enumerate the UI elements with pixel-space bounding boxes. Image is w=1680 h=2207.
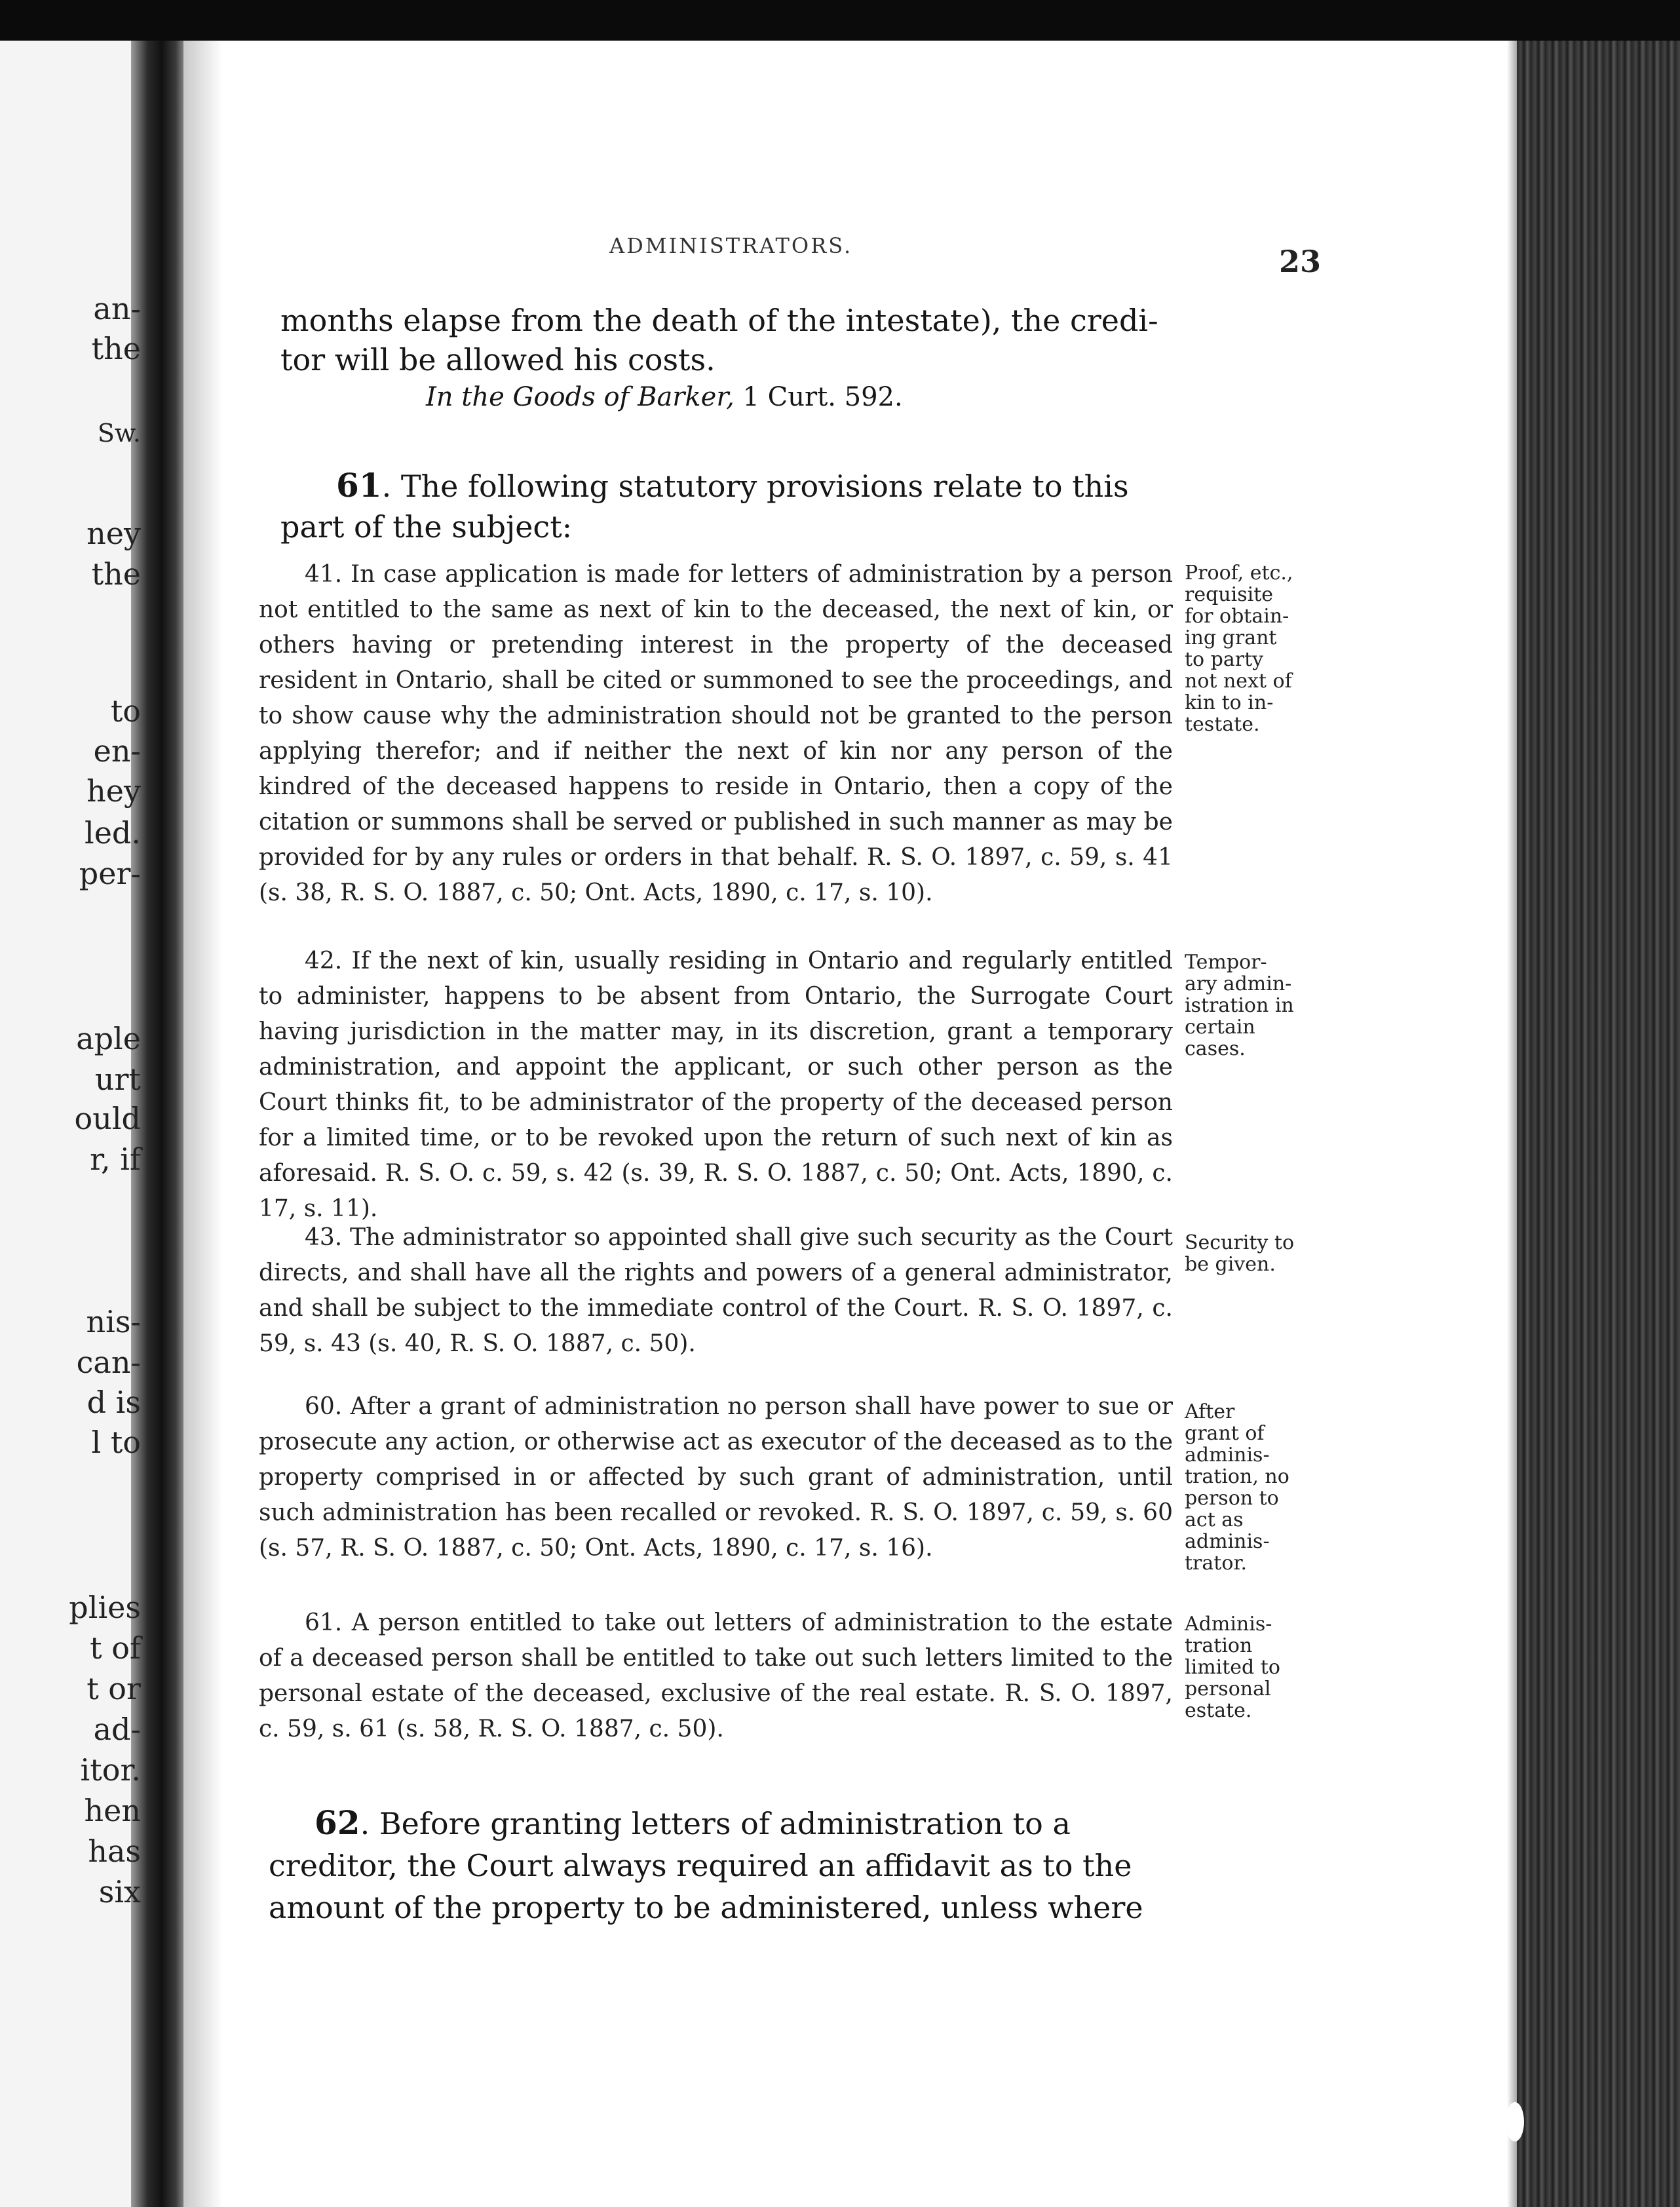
margin-line: ing grant: [1185, 626, 1277, 649]
margin-line: certain: [1185, 1016, 1255, 1039]
left-fragment: the: [91, 331, 141, 366]
left-fragment: t of: [90, 1630, 141, 1666]
margin-line: be given.: [1185, 1253, 1276, 1276]
section-text: Before granting letters of administration to a: [379, 1806, 1071, 1841]
statute-61: [259, 1605, 1173, 1747]
citation-reference: 1 Curt. 592.: [742, 382, 903, 412]
left-fragment: Sw.: [97, 419, 141, 448]
margin-note-41: [1185, 562, 1316, 735]
left-fragment: plies: [69, 1590, 141, 1625]
statute-text: 42. If the next of kin, usually residing in Ontario and regularly entitled to administer, happens to be absent from Ontario, the Surrogate Court having jurisdiction in the matter may, in its discretion, grant a temporary administration, and appoint the applicant, or such other person as the Court thinks fit, to be administrator of the property of the deceased person for a limited time, or to be revoked upon the return of such next of kin as aforesaid. R. S. O. c. 59, s. 42 (s. 39, R. S. O. 1887, c. 50; Ont. Acts, 1890, c. 17, s. 11).: [259, 948, 1173, 1222]
left-fragment: ney: [86, 516, 141, 551]
page-number: 23: [1279, 244, 1322, 279]
margin-line: estate.: [1185, 1699, 1252, 1722]
margin-line: person to: [1185, 1487, 1279, 1510]
left-fragment: has: [88, 1833, 141, 1869]
margin-line: limited to: [1185, 1656, 1280, 1679]
section-61: 61. The following statutory provisions relate to this part of the subject:: [280, 466, 1129, 545]
left-fragment: ad-: [93, 1712, 141, 1747]
section-text: The following statutory provisions relate to this part of the subject:: [280, 469, 1129, 545]
section-62-line: creditor, the Court always required an affidavit as to the: [269, 1848, 1132, 1883]
margin-line: Proof, etc.,: [1185, 562, 1293, 585]
left-fragment: led.: [84, 815, 141, 851]
case-citation: [426, 382, 903, 412]
citation-case: In the Goods of Barker,: [426, 382, 735, 412]
margin-line: adminis-: [1185, 1444, 1270, 1467]
statute-43: [259, 1220, 1173, 1362]
margin-line: Security to: [1185, 1231, 1295, 1254]
margin-line: kin to in-: [1185, 691, 1274, 714]
margin-line: act as: [1185, 1508, 1244, 1531]
statute-60: [259, 1389, 1173, 1566]
margin-line: requisite: [1185, 583, 1274, 606]
left-fragment: t or: [86, 1671, 141, 1706]
page-gutter: [183, 41, 223, 2207]
section-number: 61: [336, 466, 382, 505]
margin-line: trator.: [1185, 1552, 1247, 1575]
left-fragment: to: [110, 693, 141, 729]
left-fragment: six: [98, 1874, 141, 1910]
intro-line: months elapse from the death of the intestate), the credi-: [280, 303, 1158, 338]
margin-line: istration in: [1185, 994, 1294, 1017]
margin-note-43: [1185, 1232, 1316, 1275]
statute-text: 60. After a grant of administration no person shall have power to sue or prosecute any action, or otherwise act as executor of the deceased as to the property comprised in or affected by such grant of administration, until such administration has been recalled or revoked. R. S. O. 1897, c. 59, s. 60 (s. 57, R. S. O. 1887, c. 50; Ont. Acts, 1890, c. 17, s. 16).: [259, 1393, 1173, 1562]
margin-line: to party: [1185, 648, 1264, 671]
left-fragment: ould: [74, 1101, 141, 1136]
margin-line: Tempor-: [1185, 951, 1267, 974]
margin-line: tration, no: [1185, 1465, 1289, 1488]
section-62-line: amount of the property to be administered, unless where: [269, 1890, 1143, 1925]
statute-42: [259, 944, 1173, 1227]
left-fragment: r, if: [90, 1142, 141, 1177]
left-fragment: can-: [76, 1345, 141, 1380]
margin-line: cases.: [1185, 1037, 1246, 1060]
left-fragment: an-: [93, 291, 141, 326]
margin-note-61: [1185, 1613, 1316, 1721]
scan-top-border: [0, 0, 1680, 41]
left-fragment: nis-: [86, 1304, 141, 1339]
scan-speck: [1506, 2102, 1524, 2141]
margin-line: tration: [1185, 1634, 1253, 1657]
margin-line: not next of: [1185, 670, 1292, 693]
left-fragment: l to: [91, 1425, 141, 1460]
margin-line: After: [1185, 1400, 1235, 1423]
running-head: ADMINISTRATORS.: [609, 233, 853, 258]
section-62: [269, 1802, 1186, 1929]
margin-line: Adminis-: [1185, 1613, 1272, 1636]
left-fragment: en-: [93, 733, 141, 769]
margin-line: testate.: [1185, 713, 1260, 736]
section-number: 62: [315, 1803, 360, 1842]
statute-41: [259, 557, 1173, 911]
margin-line: ary admin-: [1185, 972, 1292, 995]
left-fragment: the: [91, 556, 141, 592]
left-fragment: urt: [94, 1062, 141, 1097]
left-fragment: per-: [79, 856, 141, 891]
margin-line: adminis-: [1185, 1530, 1270, 1553]
intro-line: tor will be allowed his costs.: [280, 342, 716, 377]
statute-text: 43. The administrator so appointed shall give such security as the Court directs, and shall have all the rights and powers of a general administrator, and shall be subject to the immediate control of the Court. R. S. O. 1897, c. 59, s. 43 (s. 40, R. S. O. 1887, c. 50).: [259, 1224, 1173, 1357]
margin-note-60: [1185, 1401, 1316, 1574]
margin-note-42: [1185, 951, 1316, 1060]
section-62-line: 62. Before granting letters of administration to a: [315, 1803, 1071, 1842]
statute-text: 61. A person entitled to take out letters of administration to the estate of a deceased person shall be entitled to take out such letters limited to the personal estate of the deceased, exclusive of the real estate. R. S. O. 1897, c. 59, s. 61 (s. 58, R. S. O. 1887, c. 50).: [259, 1609, 1173, 1742]
margin-line: grant of: [1185, 1422, 1265, 1445]
margin-line: for obtain-: [1185, 605, 1289, 628]
page-block-edges: [1517, 41, 1680, 2207]
left-fragment: itor.: [80, 1752, 141, 1788]
left-fragment: aple: [76, 1021, 141, 1056]
statute-text: 41. In case application is made for letters of administration by a person not entitled to the same as next of kin to the deceased, the next of kin, or others having or pretending interest in the property of the deceased resident in Ontario, shall be cited or summoned to see the proceedings, and to show cause why the administration should not be granted to the person applying therefor; and if neither the next of kin nor any person of the kindred of the deceased happens to reside in Ontario, then a copy of the citation or summons shall be served or published in such manner as may be provided for by any rules or orders in that behalf. R. S. O. 1897, c. 59, s. 41 (s. 38, R. S. O. 1887, c. 50; Ont. Acts, 1890, c. 17, s. 10).: [259, 561, 1173, 906]
left-fragment: d is: [86, 1385, 141, 1420]
left-fragment: hey: [86, 773, 141, 809]
left-fragment: hen: [84, 1793, 141, 1828]
margin-line: personal: [1185, 1678, 1271, 1700]
